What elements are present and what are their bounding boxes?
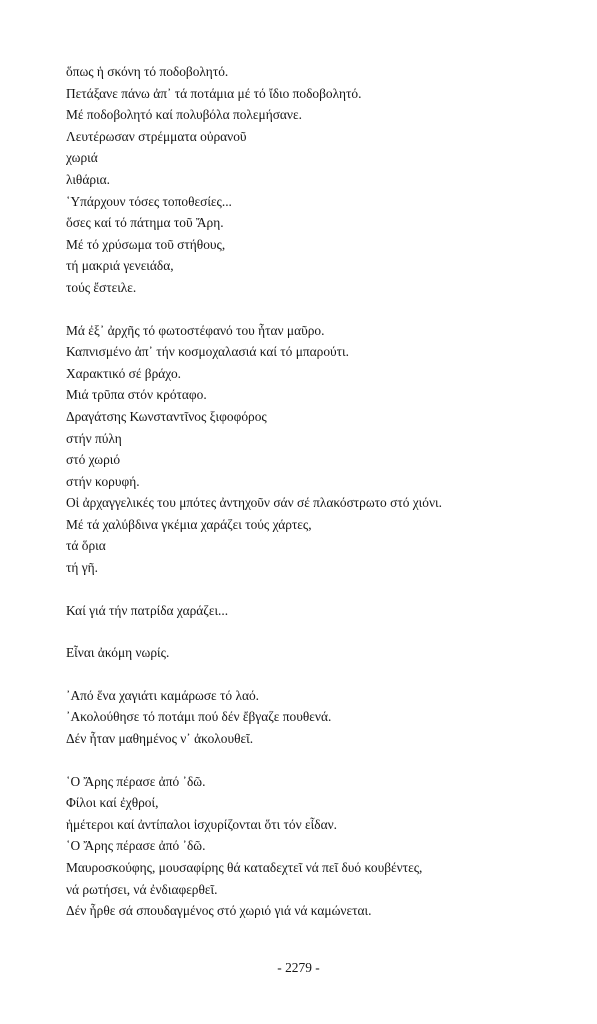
poem-line: λιθάρια.	[66, 171, 111, 187]
poem-line: ῾Υπάρχουν τόσες τοποθεσίες...	[66, 193, 232, 209]
poem-line: ᾽Από ἕνα χαγιάτι καμάρωσε τό λαό.	[66, 687, 260, 703]
poem-line: τή μακριά γενειάδα,	[66, 258, 174, 274]
poem-line: Μέ τά χαλύβδινα γκέμια χαράζει τούς χάρτες,	[66, 516, 312, 532]
stanza	[66, 320, 566, 579]
poem-line: Δέν ἦρθε σά σπουδαγμένος στό χωριό γιά νά καμώνεται.	[66, 903, 372, 919]
poem-line: ὅπως ἡ σκόνη τό ποδοβολητό.	[66, 64, 229, 79]
poem-line: τούς ἔστειλε.	[66, 279, 137, 295]
poem-line: Μά ἐξ᾽ ἀρχῆς τό φωτοστέφανό του ἦταν μαῦρο.	[66, 322, 325, 338]
poem-line: Χαρακτικό σέ βράχο.	[66, 365, 182, 381]
poem-line: Δέν ἦταν μαθημένος ν᾽ ἀκολουθεῖ.	[66, 731, 254, 747]
poem-line: τά ὅρια	[66, 538, 106, 554]
poem-line: Φίλοι καί ἐχθροί,	[66, 795, 159, 811]
poem-line: Πετάξανε πάνω ἀπ᾽ τά ποτάμια μέ τό ἴδιο ποδοβολητό.	[66, 85, 362, 101]
poem-line: Δραγάτσης Κωνσταντῖνος ξιφοφόρος	[66, 408, 267, 424]
poem-line: Μαυροσκούφης, μουσαφίρης θά καταδεχτεῖ νά πεῖ δυό κουβέντες,	[66, 860, 423, 875]
poem-line: Μιά τρῦπα στόν κρόταφο.	[66, 387, 207, 403]
poem-line: στήν πύλη	[66, 430, 122, 446]
poem-line: ἡμέτεροι καί ἀντίπαλοι ἰσχυρίζονται ὅτι τόν εἶδαν.	[66, 816, 337, 832]
poem-line: στό χωριό	[66, 452, 121, 468]
poem-line: στήν κορυφή.	[66, 473, 140, 489]
poem-line: χωριά	[66, 150, 98, 166]
poem-line: Καπνισμένο ἀπ᾽ τήν κοσμοχαλασιά καί τό μπαρούτι.	[66, 344, 350, 360]
poem-line: Λευτέρωσαν στρέμματα οὐρανοῦ	[66, 128, 247, 144]
stanza	[66, 642, 566, 664]
poem-line: ᾽Ακολούθησε τό ποτάμι πού δέν ἔβγαζε πουθενά.	[66, 709, 332, 725]
stanza	[66, 61, 566, 299]
stanza	[66, 685, 566, 750]
stanza	[66, 771, 566, 922]
poem-line: ῾Ο Ἄρης πέρασε ἀπό ᾽δῶ.	[66, 838, 206, 854]
poem-line: Εἶναι ἀκόμη νωρίς.	[66, 645, 170, 661]
poem-line: Καί γιά τήν πατρίδα χαράζει...	[66, 602, 229, 618]
poem-line: τή γῆ.	[66, 560, 98, 576]
poem-body	[66, 61, 566, 943]
poem-line: ῾Ο Ἄρης πέρασε ἀπό ᾽δῶ.	[66, 773, 206, 789]
stanza	[66, 600, 566, 622]
poem-line: Μέ ποδοβολητό καί πολυβόλα πολεμήσανε.	[66, 107, 302, 123]
poem-line: ὅσες καί τό πάτημα τοῦ Ἄρη.	[66, 215, 224, 231]
page-number: - 2279 -	[277, 960, 320, 975]
poem-line: Μέ τό χρύσωμα τοῦ στήθους,	[66, 236, 226, 252]
poem-line: νά ρωτήσει, νά ἐνδιαφερθεῖ.	[66, 881, 218, 897]
poem-line: Οἱ ἀρχαγγελικές του μπότες ἀντηχοῦν σάν σέ πλακόστρωτο στό χιόνι.	[66, 495, 442, 511]
